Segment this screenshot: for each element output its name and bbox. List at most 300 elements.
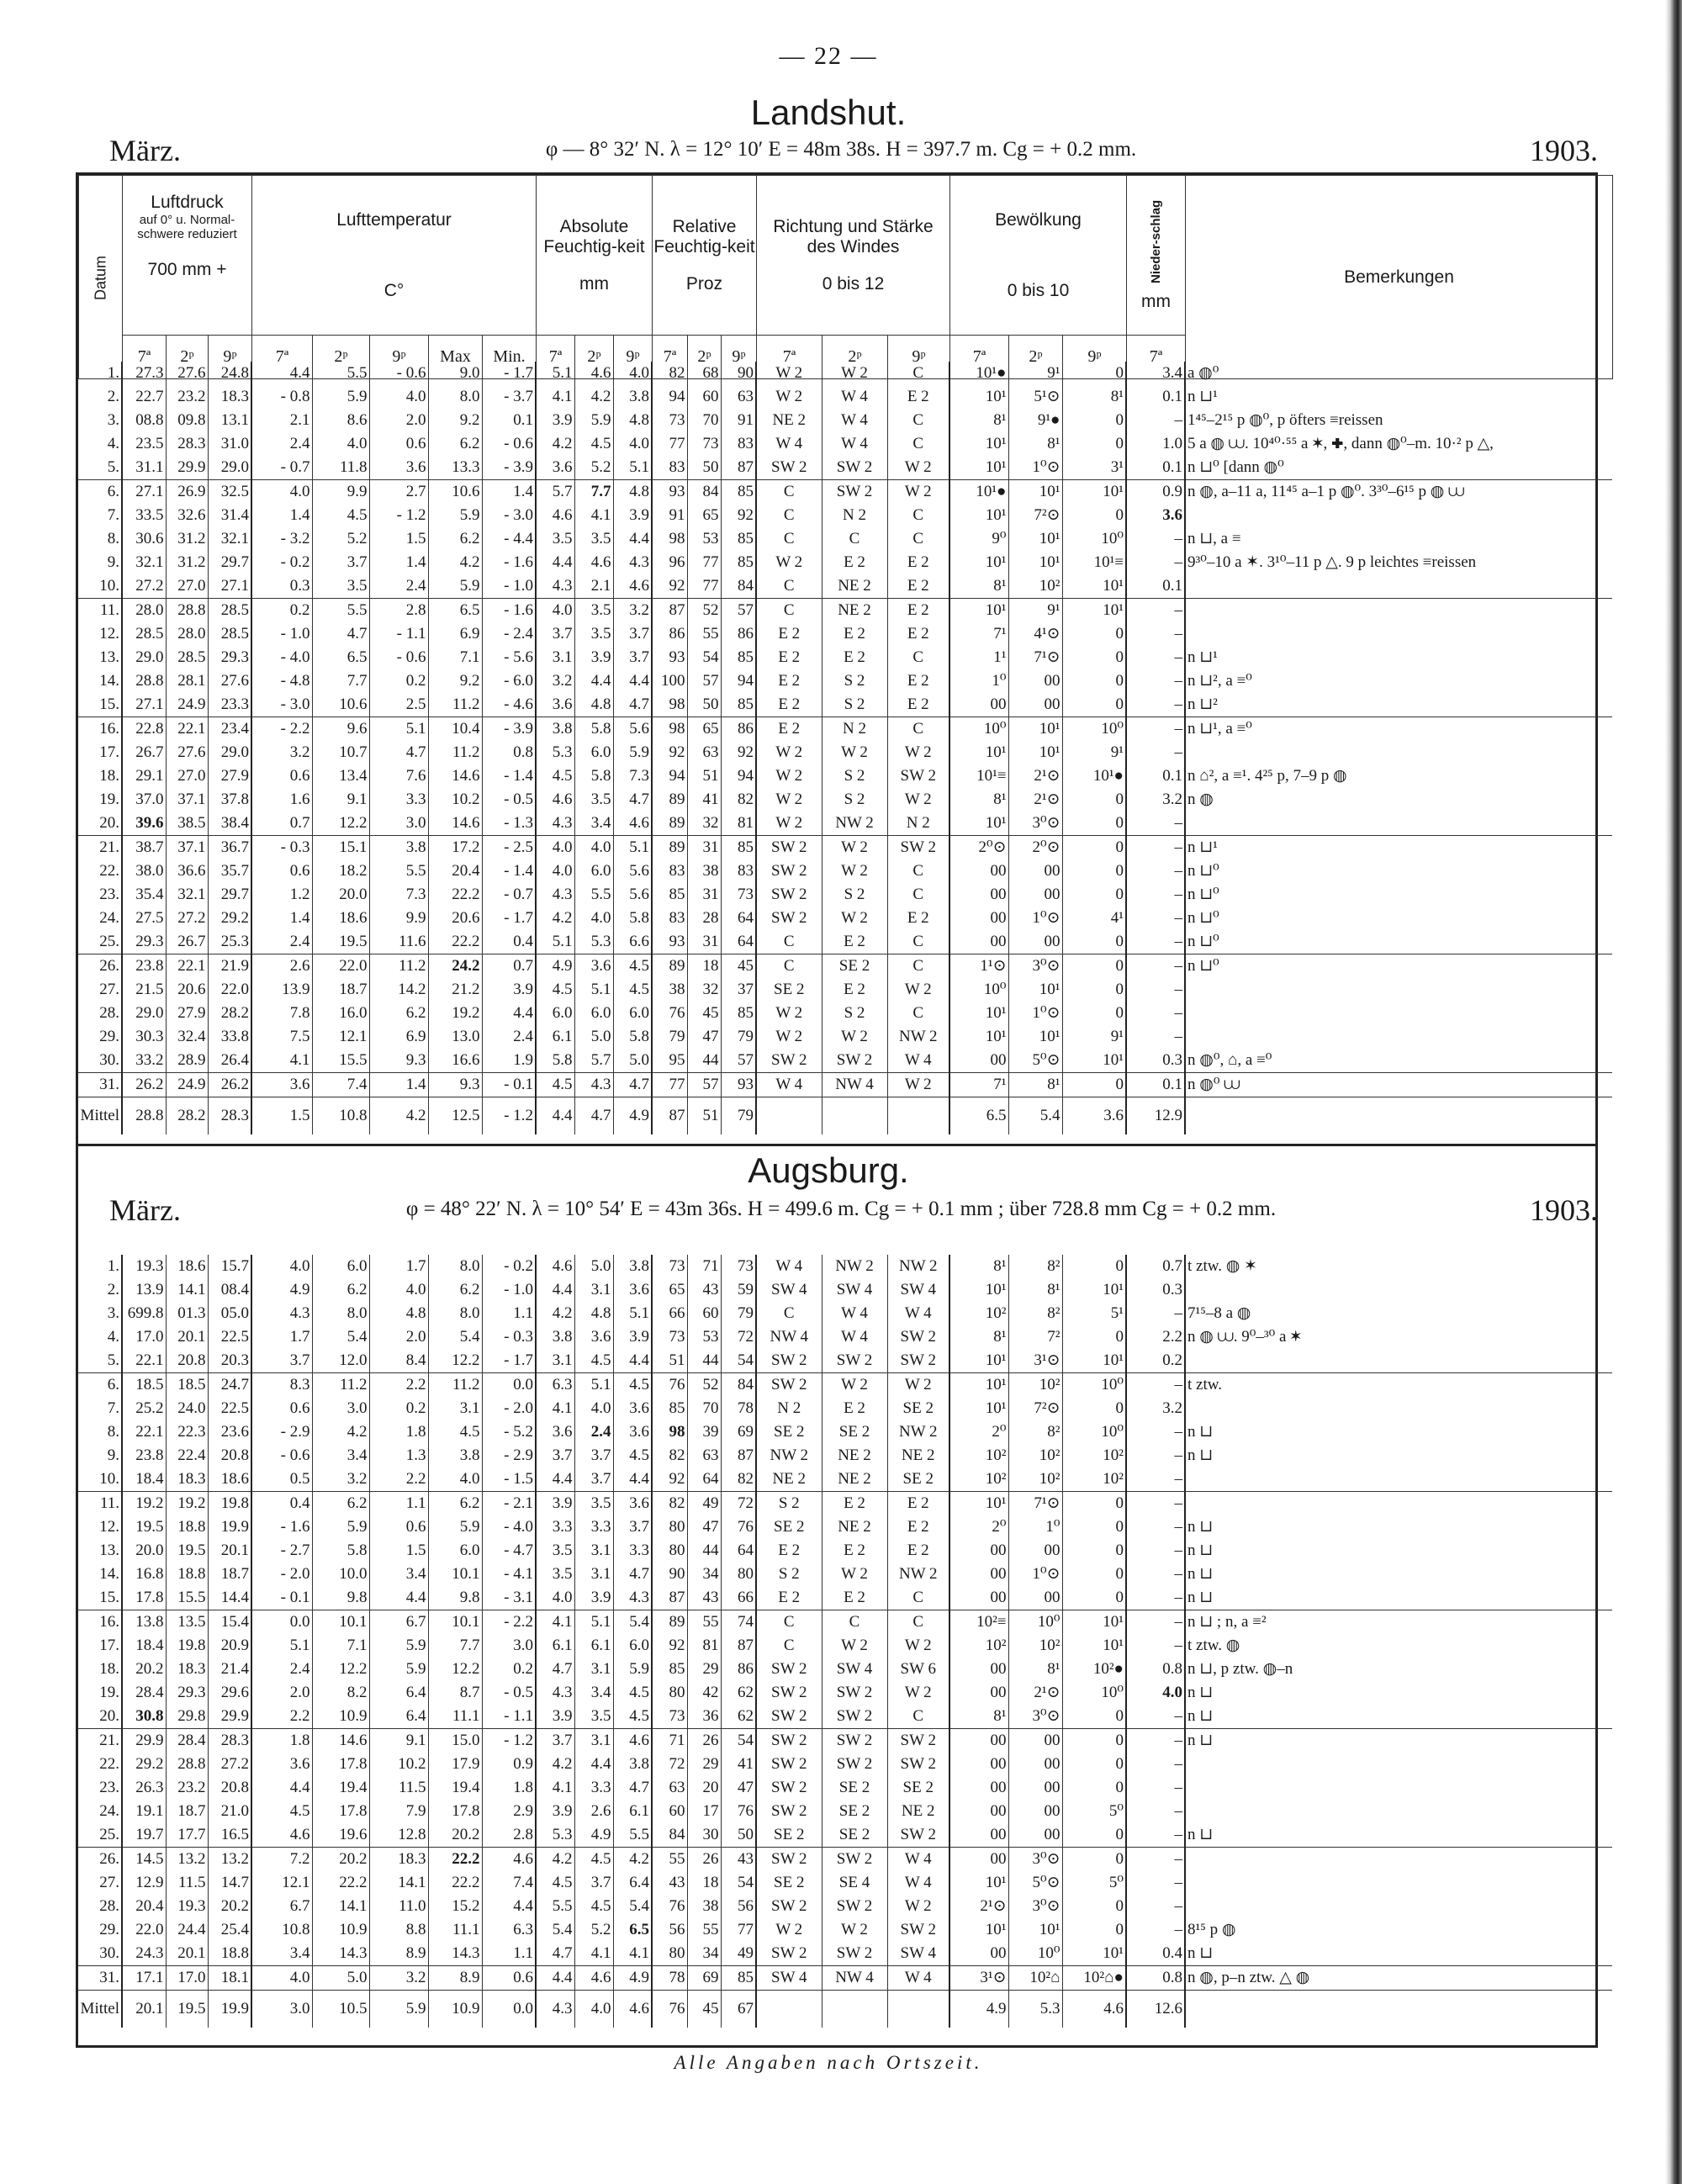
cell-rel-7: 90 (652, 1563, 687, 1586)
cell-druck-7: 37.0 (122, 788, 166, 812)
cell-abs-7: 4.4 (536, 1278, 574, 1302)
cell-druck-2: 13.5 (166, 1610, 208, 1635)
cell-wind-7: SW 4 (756, 1278, 822, 1302)
cell-wind-9: W 2 (887, 741, 949, 764)
cell-temp-max: 17.9 (428, 1753, 482, 1776)
cell-abs-7: 3.5 (536, 1539, 574, 1563)
cell-abs-2: 3.1 (574, 1563, 613, 1586)
cell-bemerkung: n ⊔² (1185, 693, 1612, 717)
cell-wind-2: C (822, 527, 887, 551)
cell-abs-9: 3.7 (613, 622, 652, 646)
cell-abs-7: 4.9 (536, 955, 574, 979)
cell-wind-9: E 2 (887, 907, 949, 930)
cell-rel-2: 45 (687, 1991, 721, 2028)
cell-bemerkung: 5 a ◍ ⩊. 10⁴⁰·⁵⁵ a ✶, ✚, dann ◍⁰–m. 10·² p △, (1185, 432, 1612, 456)
cell-rel-7: 92 (652, 574, 687, 599)
cell-abs-2: 3.1 (574, 1658, 613, 1681)
cell-abs-7: 4.2 (536, 1302, 574, 1325)
cell-wind-2: W 2 (822, 1634, 887, 1658)
cell-temp-7: - 1.0 (251, 622, 312, 646)
header-niederschlag-title: Nieder-schlag (1149, 198, 1163, 283)
cell-abs-2: 3.6 (574, 1325, 613, 1349)
cell-druck-2: 19.5 (166, 1539, 208, 1563)
cell-abs-9: 4.0 (613, 432, 652, 456)
header-temp2: 2ᵖ (313, 336, 370, 379)
cell-rel-9: 85 (721, 1002, 756, 1025)
cell-bemerkung (1185, 978, 1612, 1002)
cell-druck-9: 14.4 (208, 1586, 251, 1610)
cell-temp-2: 3.0 (312, 1397, 369, 1420)
cell-temp-max: 9.8 (428, 1586, 482, 1610)
cell-temp-7: 4.0 (251, 1966, 312, 1991)
cell-abs-7: 4.1 (536, 1610, 574, 1635)
cell-niederschlag: – (1126, 1753, 1185, 1776)
cell-wind-9: NE 2 (887, 1800, 949, 1823)
cell-datum: 31. (78, 1073, 122, 1097)
cell-temp-9: 5.9 (369, 1658, 428, 1681)
cell-rel-2: 50 (687, 693, 721, 717)
cell-abs-9: 6.5 (613, 1918, 652, 1942)
cell-wind-9: C (887, 717, 949, 742)
cell-druck-7: 19.7 (122, 1823, 166, 1848)
table-row (78, 1776, 1612, 1800)
cell-niederschlag: – (1126, 1302, 1185, 1325)
cell-druck-7: 699.8 (122, 1302, 166, 1325)
cell-datum: 11. (78, 599, 122, 623)
cell-temp-min: - 3.9 (482, 717, 536, 742)
cell-temp-7: - 0.1 (251, 1586, 312, 1610)
cell-druck-2: 26.7 (166, 930, 208, 955)
cell-niederschlag: – (1126, 1467, 1185, 1492)
cell-temp-max: 8.7 (428, 1681, 482, 1705)
cell-bew-7: 10¹ (949, 599, 1008, 623)
cell-druck-7: 12.9 (122, 1871, 166, 1895)
cell-wind-7: SW 2 (756, 907, 822, 930)
cell-bemerkung (1185, 1776, 1612, 1800)
cell-abs-9: 3.8 (613, 1255, 652, 1278)
cell-bemerkung (1185, 1278, 1612, 1302)
cell-druck-2: 19.2 (166, 1492, 208, 1516)
cell-bew-7: 2⁰⊙ (949, 836, 1008, 860)
cell-druck-7: 20.2 (122, 1658, 166, 1681)
cell-rel-2: 71 (687, 1255, 721, 1278)
cell-temp-7: 8.3 (251, 1373, 312, 1398)
cell-temp-9: 18.3 (369, 1848, 428, 1872)
cell-rel-7: 98 (652, 1420, 687, 1444)
cell-datum: 29. (99, 1921, 119, 1938)
cell-datum: 29. (99, 1028, 119, 1045)
cell-abs-2: 5.7 (574, 1049, 613, 1073)
cell-niederschlag: – (1126, 741, 1185, 764)
cell-bew-2: 3⁰⊙ (1008, 812, 1062, 836)
cell-temp-max: 6.0 (428, 1539, 482, 1563)
cell-temp-7: - 0.6 (251, 1444, 312, 1467)
header-lufttemperatur-unit: C° (383, 280, 405, 300)
cell-druck-2: 31.2 (166, 551, 208, 574)
cell-druck-2: 27.0 (166, 764, 208, 788)
cell-rel-2: 53 (687, 1325, 721, 1349)
cell-druck-7: 35.4 (122, 883, 166, 907)
cell-temp-7: 0.4 (251, 1492, 312, 1516)
cell-bew-9: 0 (1062, 859, 1126, 883)
cell-temp-9: 3.8 (369, 836, 428, 860)
cell-bew-2: 1⁰ (1008, 1515, 1062, 1539)
cell-temp-min: 2.8 (482, 1823, 536, 1848)
cell-temp-min: - 6.0 (482, 669, 536, 693)
cell-wind-2: E 2 (822, 1539, 887, 1563)
cell-bew-9: 0 (1062, 1515, 1126, 1539)
cell-temp-2: 20.0 (312, 883, 369, 907)
cell-temp-max: 6.2 (428, 1492, 482, 1516)
cell-druck-9: 19.9 (208, 1991, 251, 2028)
cell-bew-7: 10¹ (949, 1373, 1008, 1398)
cell-wind-7: C (756, 955, 822, 979)
cell-abs-2: 3.5 (574, 527, 613, 551)
cell-abs-2: 3.5 (574, 599, 613, 623)
cell-abs-9: 3.7 (613, 646, 652, 669)
cell-temp-2: 18.6 (312, 907, 369, 930)
cell-bemerkung: n ⊔ (1185, 1420, 1612, 1444)
cell-rel-2: 57 (687, 669, 721, 693)
cell-druck-7: 17.1 (122, 1966, 166, 1991)
cell-bew-2: 5.4 (1008, 1097, 1062, 1134)
cell-bew-7: 10¹ (949, 456, 1008, 480)
cell-druck-9: 29.3 (208, 646, 251, 669)
cell-bew-2: 10¹ (1008, 741, 1062, 764)
cell-bew-7: 1⁰ (949, 669, 1008, 693)
cell-rel-9: 79 (721, 1025, 756, 1049)
cell-wind-2: W 4 (822, 1325, 887, 1349)
cell-bew-7: 00 (949, 1586, 1008, 1610)
cell-niederschlag: 3.6 (1126, 504, 1185, 527)
cell-niederschlag: – (1126, 1729, 1185, 1753)
cell-bew-2: 3⁰⊙ (1008, 1848, 1062, 1872)
cell-abs-2: 6.0 (574, 1002, 613, 1025)
cell-wind-2: SW 2 (822, 1942, 887, 1966)
cell-bew-2: 10¹ (1008, 1025, 1062, 1049)
cell-abs-9: 5.1 (613, 456, 652, 480)
cell-temp-min: - 4.0 (482, 1515, 536, 1539)
cell-bew-2: 8¹ (1008, 1073, 1062, 1097)
station-header-landshut (84, 133, 1598, 170)
cell-datum: 31. (78, 1966, 122, 1991)
cell-rel-9: 83 (721, 859, 756, 883)
cell-druck-7: 22.0 (122, 1918, 166, 1942)
cell-druck-9: 25.4 (208, 1918, 251, 1942)
cell-abs-9: 4.2 (613, 1848, 652, 1872)
cell-abs-9: 4.9 (613, 1097, 652, 1134)
cell-datum: 26. (78, 955, 122, 979)
cell-wind-7: SW 2 (756, 1942, 822, 1966)
cell-rel-9: 73 (721, 883, 756, 907)
cell-temp-max: 15.2 (428, 1895, 482, 1918)
cell-niederschlag: – (1126, 859, 1185, 883)
table-row (78, 1563, 1612, 1586)
cell-abs-2: 2.1 (574, 574, 613, 599)
cell-temp-2: 4.0 (312, 432, 369, 456)
cell-bew-7: 10¹ (949, 1871, 1008, 1895)
cell-bemerkung (1185, 1025, 1612, 1049)
cell-druck-2: 18.8 (166, 1563, 208, 1586)
cell-wind-9: W 4 (887, 1049, 949, 1073)
cell-temp-9: 6.7 (369, 1610, 428, 1635)
cell-bemerkung (1185, 1467, 1612, 1492)
cell-druck-2: 18.8 (166, 1515, 208, 1539)
cell-niederschlag: – (1126, 527, 1185, 551)
cell-rel-7: 80 (652, 1681, 687, 1705)
cell-rel-2: 50 (687, 456, 721, 480)
cell-druck-2: 19.5 (166, 1991, 208, 2028)
cell-bew-9: 10¹ (1062, 1278, 1126, 1302)
cell-rel-9: 85 (721, 551, 756, 574)
cell-bew-2: 10² (1008, 1634, 1062, 1658)
cell-bew-9: 10² (1062, 1444, 1126, 1467)
cell-niederschlag: – (1126, 1776, 1185, 1800)
header-p2: 2ᵖ (167, 336, 209, 379)
cell-wind-2: NW 4 (822, 1966, 887, 1991)
cell-temp-2: 7.1 (312, 1634, 369, 1658)
cell-rel-9: 45 (721, 955, 756, 979)
cell-rel-2: 42 (687, 1681, 721, 1705)
cell-temp-max: 12.2 (428, 1349, 482, 1373)
cell-abs-7: 6.3 (536, 1373, 574, 1398)
cell-niederschlag: – (1126, 955, 1185, 979)
cell-rel-9: 54 (721, 1871, 756, 1895)
cell-bew-2: 00 (1008, 1823, 1062, 1848)
cell-rel-2: 55 (687, 622, 721, 646)
cell-bew-2: 10² (1008, 574, 1062, 599)
cell-temp-max: 12.2 (428, 1658, 482, 1681)
cell-rel-7: 83 (652, 859, 687, 883)
cell-abs-2: 3.5 (574, 788, 613, 812)
cell-temp-7: 10.8 (251, 1918, 312, 1942)
cell-wind-7: W 2 (756, 741, 822, 764)
cell-temp-9: - 0.6 (369, 646, 428, 669)
cell-niederschlag: 0.8 (1126, 1658, 1185, 1681)
cell-temp-9: 11.2 (369, 955, 428, 979)
cell-druck-9: 37.8 (208, 788, 251, 812)
table-row (78, 1397, 1612, 1420)
cell-wind-9: NE 2 (887, 1444, 949, 1467)
cell-datum: 19. (99, 1684, 119, 1701)
cell-temp-9: 2.4 (369, 574, 428, 599)
cell-druck-7: 31.1 (122, 456, 166, 480)
cell-abs-2: 5.9 (574, 409, 613, 432)
cell-druck-7: 18.4 (122, 1467, 166, 1492)
cell-temp-2: 19.6 (312, 1823, 369, 1848)
cell-temp-7: - 4.8 (251, 669, 312, 693)
cell-abs-9: 5.9 (613, 741, 652, 764)
cell-wind-9: NW 2 (887, 1025, 949, 1049)
cell-datum: 5. (107, 458, 119, 476)
cell-druck-7: 28.8 (122, 669, 166, 693)
cell-abs-2: 4.5 (574, 432, 613, 456)
cell-wind-9: W 2 (887, 456, 949, 480)
cell-niederschlag: – (1126, 1918, 1185, 1942)
cell-bew-7: 10¹● (949, 480, 1008, 505)
cell-rel-7: 73 (652, 409, 687, 432)
cell-wind-7: SW 2 (756, 1658, 822, 1681)
cell-druck-2: 28.3 (166, 432, 208, 456)
cell-abs-9: 3.6 (613, 1278, 652, 1302)
cell-druck-7: 14.5 (122, 1848, 166, 1872)
cell-wind-2: W 2 (822, 1563, 887, 1586)
cell-bew-9: 0 (1062, 362, 1126, 385)
cell-wind-2: NW 2 (822, 812, 887, 836)
cell-rel-7: 84 (652, 1823, 687, 1848)
cell-wind-2: N 2 (822, 504, 887, 527)
cell-bew-7: 10¹≡ (949, 764, 1008, 788)
cell-temp-9: 1.1 (369, 1492, 428, 1516)
cell-wind-7: SW 4 (756, 1966, 822, 1991)
cell-temp-9: 3.6 (369, 456, 428, 480)
cell-bew-9: 10¹ (1062, 1610, 1126, 1635)
table-row (78, 764, 1612, 788)
cell-rel-2: 20 (687, 1776, 721, 1800)
cell-temp-2: 12.2 (312, 812, 369, 836)
cell-rel-2: 65 (687, 717, 721, 742)
cell-druck-7: 38.0 (122, 859, 166, 883)
cell-rel-2: 18 (687, 955, 721, 979)
cell-bemerkung (1185, 812, 1612, 836)
cell-rel-2: 43 (687, 1278, 721, 1302)
cell-wind-7: SE 2 (756, 1871, 822, 1895)
cell-temp-9: 2.2 (369, 1467, 428, 1492)
cell-bew-9: 0 (1062, 432, 1126, 456)
table-row (78, 836, 1612, 860)
cell-abs-9: 6.1 (613, 1800, 652, 1823)
cell-temp-max: 10.1 (428, 1610, 482, 1635)
table-row (78, 1302, 1612, 1325)
cell-bew-2: 10¹ (1008, 551, 1062, 574)
cell-druck-9: 24.7 (208, 1373, 251, 1398)
cell-temp-9: 5.9 (369, 1991, 428, 2028)
cell-rel-2: 81 (687, 1634, 721, 1658)
cell-temp-2: 7.4 (312, 1073, 369, 1097)
cell-druck-2: 38.5 (166, 812, 208, 836)
cell-rel-9: 62 (721, 1681, 756, 1705)
cell-temp-2: 14.6 (312, 1729, 369, 1753)
cell-wind-9: C (887, 646, 949, 669)
cell-bew-2: 5⁰⊙ (1008, 1049, 1062, 1073)
cell-wind-2: E 2 (822, 646, 887, 669)
cell-druck-2: 37.1 (166, 788, 208, 812)
cell-abs-2: 3.4 (574, 812, 613, 836)
cell-druck-2: 22.3 (166, 1420, 208, 1444)
cell-temp-7: - 4.0 (251, 646, 312, 669)
year-label: 1903. (1530, 134, 1598, 167)
table-row (78, 741, 1612, 764)
cell-bew-2: 7¹⊙ (1008, 1492, 1062, 1516)
cell-bew-9: 0 (1062, 955, 1126, 979)
cell-rel-7: 82 (652, 1492, 687, 1516)
cell-wind-9: E 2 (887, 1539, 949, 1563)
cell-druck-2: 18.3 (166, 1467, 208, 1492)
cell-wind-9: SW 2 (887, 1918, 949, 1942)
cell-temp-min: - 1.4 (482, 859, 536, 883)
cell-bew-2: 7¹⊙ (1008, 646, 1062, 669)
cell-bemerkung (1185, 1002, 1612, 1025)
cell-bemerkung: n ⊔², a ≡⁰ (1185, 669, 1612, 693)
cell-bew-9: 0 (1062, 1705, 1126, 1729)
cell-abs-7: 4.1 (536, 1397, 574, 1420)
header-bew2: 2ᵖ (1009, 336, 1063, 379)
cell-rel-9: 82 (721, 1467, 756, 1492)
header-wind-unit: 0 bis 12 (822, 273, 885, 293)
cell-temp-max: 6.2 (428, 1278, 482, 1302)
cell-bew-9: 0 (1062, 1539, 1126, 1563)
table-row (78, 1278, 1612, 1302)
cell-wind-7: C (756, 504, 822, 527)
cell-temp-max: 4.0 (428, 1467, 482, 1492)
cell-abs-7: 3.1 (536, 646, 574, 669)
cell-wind-7: SW 2 (756, 1848, 822, 1872)
table-row (78, 1729, 1612, 1753)
cell-druck-7: 13.9 (122, 1278, 166, 1302)
cell-rel-9: 94 (721, 669, 756, 693)
cell-bemerkung: t ztw. ◍ (1185, 1634, 1612, 1658)
cell-temp-2: 4.7 (312, 622, 369, 646)
cell-temp-2: 6.2 (312, 1492, 369, 1516)
cell-abs-2: 4.4 (574, 1753, 613, 1776)
cell-temp-min: 4.4 (482, 1002, 536, 1025)
cell-bew-2: 3⁰⊙ (1008, 1705, 1062, 1729)
cell-temp-7: 3.4 (251, 1942, 312, 1966)
cell-temp-min: - 4.6 (482, 693, 536, 717)
cell-rel-9: 85 (721, 480, 756, 505)
cell-rel-7: 71 (652, 1729, 687, 1753)
cell-datum: 13. (99, 1541, 119, 1559)
cell-temp-max: 17.8 (428, 1800, 482, 1823)
cell-druck-7: 39.6 (122, 812, 166, 836)
cell-temp-2: 5.4 (312, 1325, 369, 1349)
cell-abs-9: 5.1 (613, 1302, 652, 1325)
cell-bew-9: 10¹ (1062, 480, 1126, 505)
cell-temp-min: - 1.3 (482, 812, 536, 836)
table-row (78, 1255, 1612, 1278)
cell-bew-7: 00 (949, 1753, 1008, 1776)
cell-druck-9: 28.3 (208, 1097, 251, 1134)
cell-abs-9: 5.8 (613, 1025, 652, 1049)
cell-druck-9: 15.7 (208, 1255, 251, 1278)
cell-abs-9: 4.7 (613, 1563, 652, 1586)
cell-druck-9: 35.7 (208, 859, 251, 883)
cell-wind-9: NW 2 (887, 1255, 949, 1278)
cell-rel-7: 91 (652, 504, 687, 527)
cell-druck-2: 27.6 (166, 741, 208, 764)
cell-temp-2: 18.2 (312, 859, 369, 883)
cell-bemerkung: t ztw. (1185, 1373, 1612, 1398)
cell-bew-7: 00 (949, 1049, 1008, 1073)
cell-druck-7: 29.1 (122, 764, 166, 788)
cell-druck-2: 13.2 (166, 1848, 208, 1872)
cell-abs-9: 5.5 (613, 1823, 652, 1848)
cell-bew-2: 00 (1008, 859, 1062, 883)
cell-druck-2: 28.4 (166, 1729, 208, 1753)
cell-temp-9: 7.9 (369, 1800, 428, 1823)
header-bewoelkung (950, 176, 1127, 336)
cell-wind-7: C (756, 1302, 822, 1325)
cell-abs-2: 4.5 (574, 1895, 613, 1918)
cell-druck-2: 22.1 (166, 717, 208, 742)
table-row (78, 1073, 1612, 1097)
cell-druck-9: 26.4 (208, 1049, 251, 1073)
cell-datum: 5. (107, 1351, 119, 1369)
cell-temp-7: 0.0 (251, 1610, 312, 1635)
cell-wind-7: W 2 (756, 812, 822, 836)
cell-wind-9: NW 2 (887, 1563, 949, 1586)
cell-bew-9: 0 (1062, 1255, 1126, 1278)
